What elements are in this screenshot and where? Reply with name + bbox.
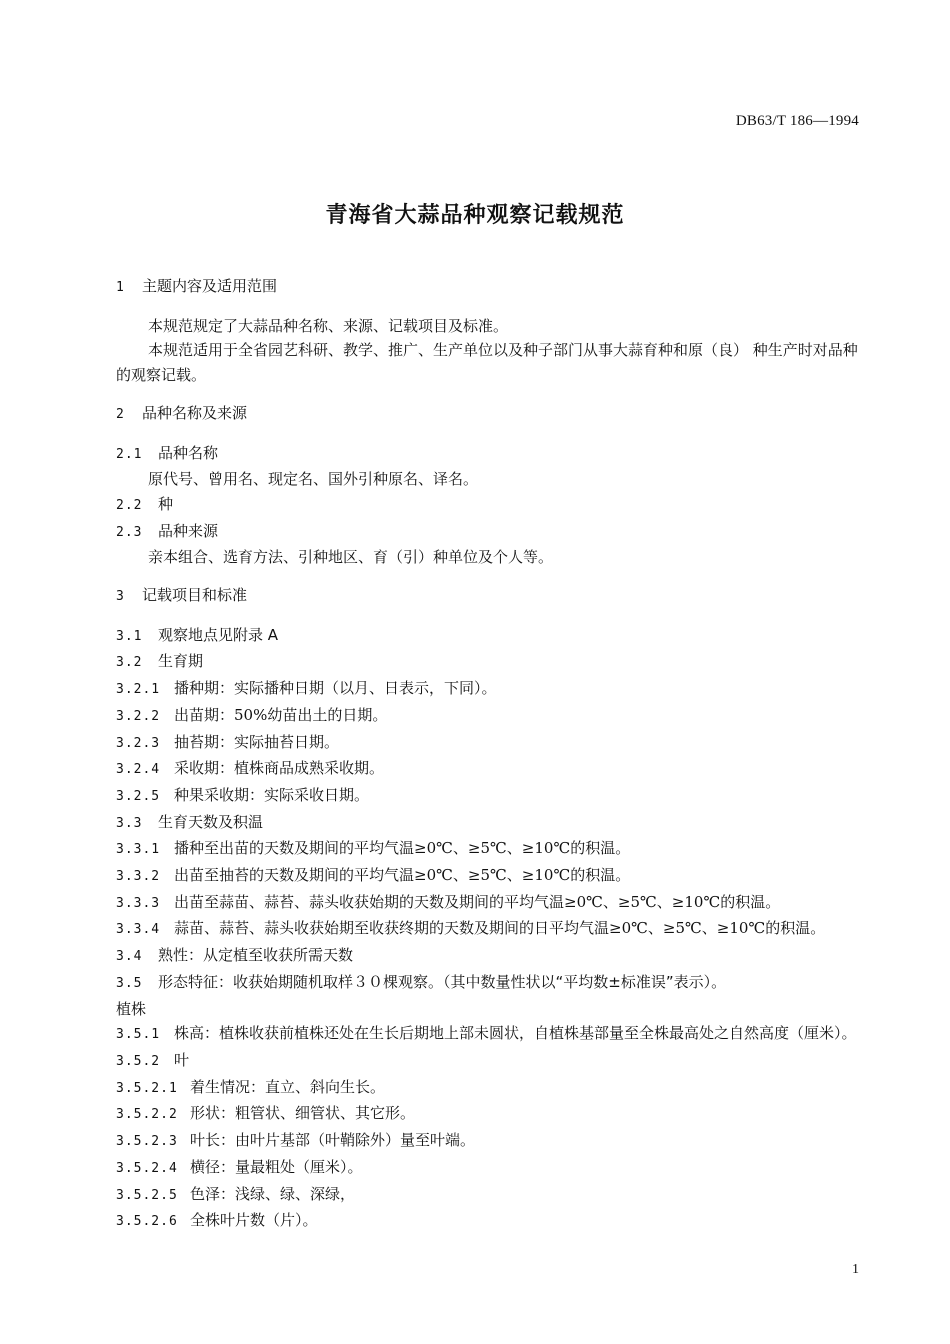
clause-item: 3.2.1 播种期：实际播种日期（以月、日表示，下同）。 [116, 679, 497, 698]
clause-item: 3.5.2.6 全株叶片数（片）。 [116, 1211, 318, 1230]
clause-item: 3.3.1 播种至出苗的天数及期间的平均气温≥0℃、≥5℃、≥10℃的积温。 [116, 839, 631, 858]
subsection-heading: 3.5.2 叶 [116, 1050, 190, 1069]
clause-item: 3.5.2.5 色泽：浅绿、绿、深绿， [116, 1184, 356, 1203]
clause-item: 3.5.1 株高：植株收获前植株还处在生长后期地上部未圆状，自植株基部量至全株最高处之自然高度（厘米）。 [116, 1024, 857, 1043]
paragraph: 本规范规定了大蒜品种名称、来源、记载项目及标准。 [148, 316, 509, 335]
subsection-heading: 3.5 形态特征：收获始期随机取样３０棵观察。（其中数量性状以“平均数±标准误”表示）。 [116, 972, 727, 991]
subheading-plant: 植株 [116, 999, 147, 1018]
clause-item: 3.5.2.3 叶长：由叶片基部（叶鞘除外）量至叶端。 [116, 1131, 476, 1150]
paragraph: 原代号、曾用名、现定名、国外引种原名、译名。 [148, 470, 479, 489]
clause-item: 3.5.2.2 形状：粗管状、细管状、其它形。 [116, 1104, 416, 1123]
clause-item: 3.2.4 采收期：植株商品成熟采收期。 [116, 759, 385, 778]
clause-item: 3.5.2.1 着生情况：直立、斜向生长。 [116, 1077, 386, 1096]
subsection-heading: 3.2 生育期 [116, 652, 204, 671]
paragraph: 亲本组合、选育方法、引种地区、育（引）种单位及个人等。 [148, 548, 554, 567]
document-body [116, 274, 862, 1235]
section-heading: 2 品种名称及来源 [116, 403, 248, 422]
section-heading: 3 记载项目和标准 [116, 586, 248, 605]
clause-item: 3.3.4 蒜苗、蒜苔、蒜头收获始期至收获终期的天数及期间的日平均气温≥0℃、≥5℃、≥10℃的积温。 [116, 919, 826, 938]
document-code: DB63/T 186—1994 [735, 113, 859, 129]
section-heading: 1 主题内容及适用范围 [116, 277, 278, 295]
clause-item: 3.3.3 出苗至蒜苗、蒜苔、蒜头收获始期的天数及期间的平均气温≥0℃、≥5℃、≥10℃的积温。 [116, 892, 781, 911]
document-title: 青海省大蒜品种观察记载规范 [325, 203, 625, 228]
clause-item: 3.3.2 出苗至抽苔的天数及期间的平均气温≥0℃、≥5℃、≥10℃的积温。 [116, 866, 631, 885]
clause-item: 3.2.2 出苗期：50%幼苗出土的日期。 [116, 705, 388, 724]
clause-item: 3.2.5 种果采收期：实际采收日期。 [116, 785, 370, 804]
subsection-heading: 3.3 生育天数及积温 [116, 812, 264, 831]
paragraph: 本规范适用于全省园艺科研、教学、推广、生产单位以及种子部门从事大蒜育种和原（良） 种生产时对品种的观察记载。 [116, 341, 858, 385]
subsection-heading: 2.2 种 [116, 494, 174, 513]
clause-item: 3.2.3 抽苔期：实际抽苔日期。 [116, 732, 340, 751]
subsection-heading: 3.4 熟性：从定植至收获所需天数 [116, 946, 354, 965]
subsection-heading: 2.1 品种名称 [116, 443, 219, 462]
subsection-heading: 3.1 观察地点见附录 A [116, 625, 279, 644]
clause-item: 3.5.2.4 横径：量最粗处（厘米）。 [116, 1157, 363, 1176]
page-number: 1 [852, 1262, 859, 1277]
subsection-heading: 2.3 品种来源 [116, 521, 219, 540]
